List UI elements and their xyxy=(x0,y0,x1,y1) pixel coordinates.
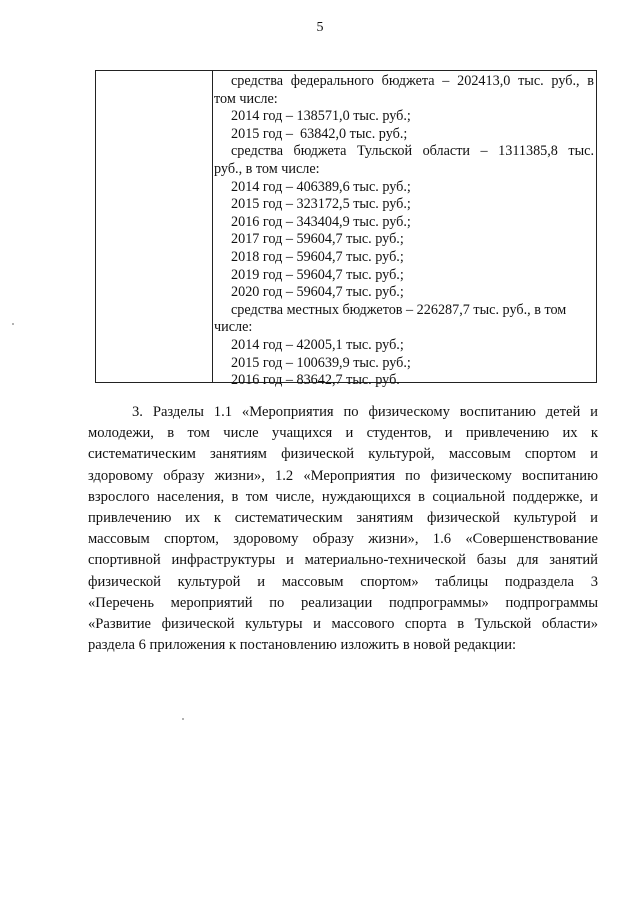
funding-line: 2019 год – 59604,7 тыс. руб.; xyxy=(231,266,404,283)
paragraph-line: взрослого населения, в том числе, нуждающихся в социальной поддержке, и xyxy=(88,488,598,505)
funding-line: 2014 год – 42005,1 тыс. руб.; xyxy=(231,336,404,353)
page-number: 5 xyxy=(316,20,324,35)
funding-line: 2015 год – 323172,5 тыс. руб.; xyxy=(231,196,411,213)
funding-line: 2014 год – 138571,0 тыс. руб.; xyxy=(231,108,411,125)
funding-line: 2020 год – 59604,7 тыс. руб.; xyxy=(231,284,404,301)
paragraph-line: спортивной инфраструктуры и материально-технической базы для занятий xyxy=(88,552,598,569)
funding-line: средства местных бюджетов – 226287,7 тыс. руб., в том xyxy=(231,301,567,318)
paragraph-line: «Перечень мероприятий по реализации подпрограммы» подпрограммы xyxy=(88,594,598,611)
paragraph-line: молодежи, в том числе учащихся и студентов, и привлечению их к xyxy=(88,425,598,442)
paragraph-line: здоровому образу жизни», 1.2 «Мероприятия по физическому воспитанию xyxy=(88,467,598,484)
funding-line: 2015 год – 63842,0 тыс. руб.; xyxy=(231,125,408,142)
paragraph-line: 3. Разделы 1.1 «Мероприятия по физическому воспитанию детей и xyxy=(132,404,598,420)
paragraph-line: систематическим занятиям физической культурой, массовым спортом и xyxy=(88,446,598,463)
paragraph-line: раздела 6 приложения к постановлению изложить в новой редакции: xyxy=(88,637,517,654)
paragraph-line: привлечению их к систематическим занятиям физической культурой и xyxy=(88,510,598,527)
funding-line: 2016 год – 343404,9 тыс. руб.; xyxy=(231,213,411,230)
funding-line: 2015 год – 100639,9 тыс. руб.; xyxy=(231,354,411,371)
paragraph-line: физической культурой и массовым спортом» таблицы подраздела 3 xyxy=(88,573,598,590)
funding-line: 2018 год – 59604,7 тыс. руб.; xyxy=(231,248,404,265)
funding-line: руб., в том числе: xyxy=(214,160,320,177)
amendment-paragraph xyxy=(88,402,598,656)
funding-line: том числе: xyxy=(214,90,278,107)
table-left-column xyxy=(96,71,213,382)
funding-line: числе: xyxy=(214,319,253,336)
funding-table xyxy=(95,70,597,389)
funding-line: 2016 год – 83642,7 тыс. руб. xyxy=(231,372,400,389)
scan-speck xyxy=(182,718,184,720)
funding-line: 2014 год – 406389,6 тыс. руб.; xyxy=(231,178,411,195)
funding-line: средства федерального бюджета – 202413,0 тыс. руб., в xyxy=(231,73,594,89)
funding-line: 2017 год – 59604,7 тыс. руб.; xyxy=(231,231,404,248)
paragraph-line: «Развитие физической культуры и массового спорта в Тульской области» xyxy=(88,616,598,633)
paragraph-line: массовым спортом, здоровому образу жизни», 1.6 «Совершенствование xyxy=(88,531,598,548)
funding-line: средства бюджета Тульской области – 1311385,8 тыс. xyxy=(231,143,594,160)
table-right-column xyxy=(214,73,594,390)
scan-speck xyxy=(12,323,14,325)
